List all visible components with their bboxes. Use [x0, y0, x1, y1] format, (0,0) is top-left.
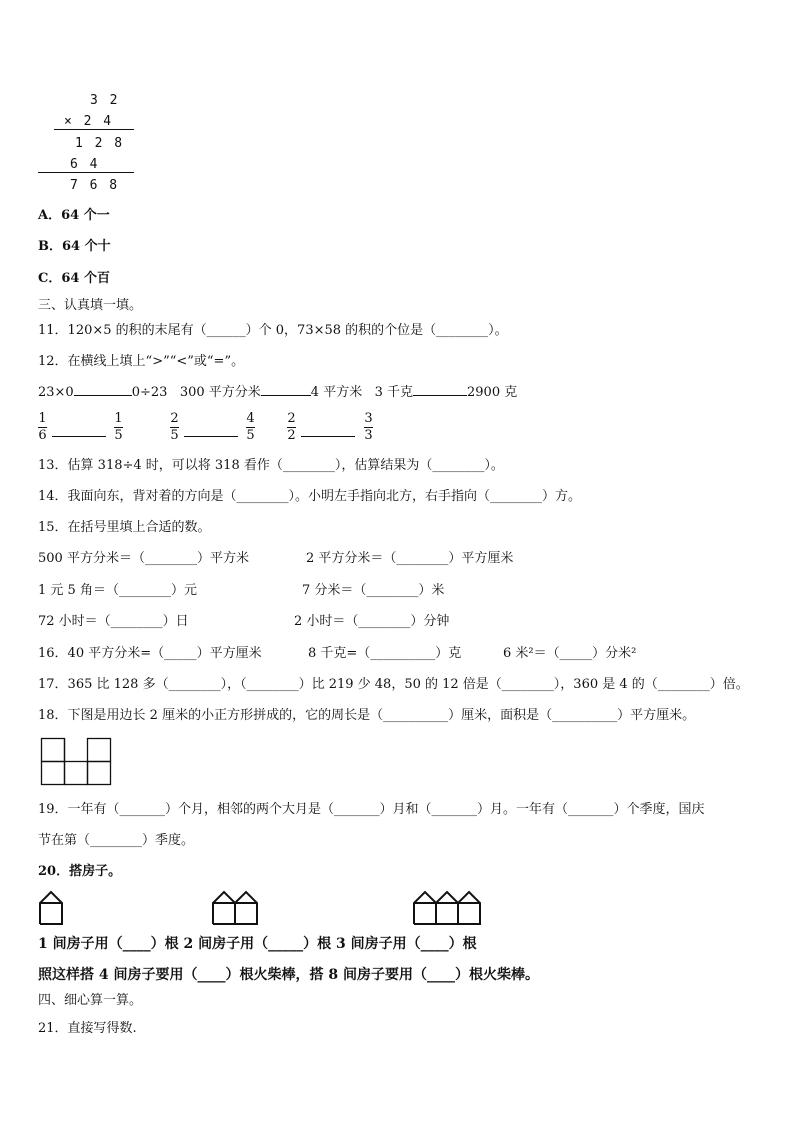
- section-4-heading: 四、细心算一算。: [38, 993, 143, 1008]
- q12-b-right: 4 平方米: [310, 385, 363, 400]
- fraction-numerator: 2: [287, 411, 296, 426]
- fraction-denominator: 5: [170, 428, 179, 443]
- fraction: [364, 412, 373, 443]
- fraction: [38, 412, 47, 443]
- question-14: 14．我面向东，背对着的方向是（________）。小明左手指向北方，右手指向（________）方。: [38, 489, 582, 504]
- fraction: [246, 412, 255, 443]
- squares-figure: [41, 738, 111, 786]
- fraction-numerator: 2: [170, 411, 179, 426]
- fraction-denominator: 5: [114, 428, 123, 443]
- option-b: B．64 个十: [38, 239, 111, 254]
- q12-b-left: 300 平方分米: [179, 385, 261, 400]
- question-19-line-2: 节在第（________）季度。: [38, 833, 195, 848]
- section-3-heading: 三、认真填一填。: [38, 298, 143, 313]
- fraction-denominator: 6: [38, 428, 47, 443]
- fraction: [114, 412, 123, 443]
- q12-row: [38, 385, 517, 401]
- fraction-numerator: 4: [246, 411, 255, 426]
- matchstick-house-2: [212, 890, 260, 926]
- mult-line-2: [38, 172, 134, 173]
- mult-partial-1: 1 2 8: [75, 136, 125, 151]
- question-12: 12．在横线上填上“>”“<”或“=”。: [38, 354, 245, 369]
- q15-item: 72 小时＝（________）日: [38, 614, 189, 629]
- fraction-compare-blank[interactable]: [184, 436, 238, 437]
- fraction-compare-blank[interactable]: [301, 436, 355, 437]
- q15-item: 2 小时＝（________）分钟: [294, 614, 450, 629]
- question-18: 18．下图是用边长 2 厘米的小正方形拼成的，它的周长是（__________）厘米，面积是（__________）平方厘米。: [38, 708, 696, 723]
- question-16-part-3: 6 米²＝（_____）分米²: [503, 646, 637, 661]
- q15-item: 1 元 5 角＝（________）元: [38, 583, 197, 598]
- question-13: 13．估算 318÷4 时，可以将 318 看作（________），估算结果为（________）。: [38, 458, 504, 473]
- fraction-denominator: 3: [364, 428, 373, 443]
- mult-multiplier: × 2 4: [64, 114, 114, 129]
- option-c: C．64 个百: [38, 271, 110, 286]
- question-19-line-1: 19．一年有（_______）个月，相邻的两个大月是（_______）月和（_______）月。一年有（_______）个季度，国庆: [38, 802, 705, 817]
- question-20: 20．搭房子。: [38, 864, 122, 879]
- fraction: [287, 412, 296, 443]
- q12-a-right: 0÷23: [131, 385, 168, 400]
- q12-c-right: 2900 克: [467, 385, 518, 400]
- q12-a-left: 23×0: [38, 385, 74, 400]
- mult-multiplicand: 3 2: [90, 93, 120, 108]
- matchstick-house-1: [39, 890, 65, 926]
- question-11: 11．120×5 的积的末尾有（______）个 0，73×58 的积的个位是（________）。: [38, 323, 508, 338]
- question-20-line-1: 1 间房子用（____）根 2 间房子用（_____）根 3 间房子用（____）根: [38, 936, 477, 952]
- question-16-part-1: 16．40 平方分米=（_____）平方厘米: [38, 646, 262, 661]
- mult-result: 7 6 8: [70, 178, 120, 193]
- fraction-compare-blank[interactable]: [52, 436, 106, 437]
- q12-c-left: 3 千克: [374, 385, 414, 400]
- matchstick-house-3: [413, 890, 483, 926]
- fraction-denominator: 5: [246, 428, 255, 443]
- question-17: 17．365 比 128 多（________），（________）比 219 少 48，50 的 12 倍是（________），360 是 4 的（________）倍。: [38, 677, 749, 692]
- fraction-numerator: 1: [114, 411, 123, 426]
- fraction-denominator: 2: [287, 428, 296, 443]
- q15-item: 7 分米＝（________）米: [302, 583, 445, 598]
- question-21: 21．直接写得数.: [38, 1021, 137, 1036]
- fraction: [170, 412, 179, 443]
- question-16-part-2: 8 千克=（__________）克: [308, 646, 462, 661]
- q12-a-blank[interactable]: [74, 395, 132, 396]
- fraction-numerator: 1: [38, 411, 47, 426]
- question-15: 15．在括号里填上合适的数。: [38, 520, 211, 535]
- q15-item: 2 平方分米＝（________）平方厘米: [306, 551, 514, 566]
- q12-c-blank[interactable]: [413, 395, 467, 396]
- q15-item: 500 平方分米＝（________）平方米: [38, 551, 249, 566]
- q12-b-blank[interactable]: [261, 395, 311, 396]
- mult-partial-2: 6 4: [70, 157, 100, 172]
- question-20-line-2: 照这样搭 4 间房子要用（____）根火柴棒，搭 8 间房子要用（____）根火柴棒。: [38, 967, 539, 983]
- fraction-numerator: 3: [364, 411, 373, 426]
- option-a: A．64 个一: [38, 208, 110, 223]
- mult-line-1: [54, 129, 134, 130]
